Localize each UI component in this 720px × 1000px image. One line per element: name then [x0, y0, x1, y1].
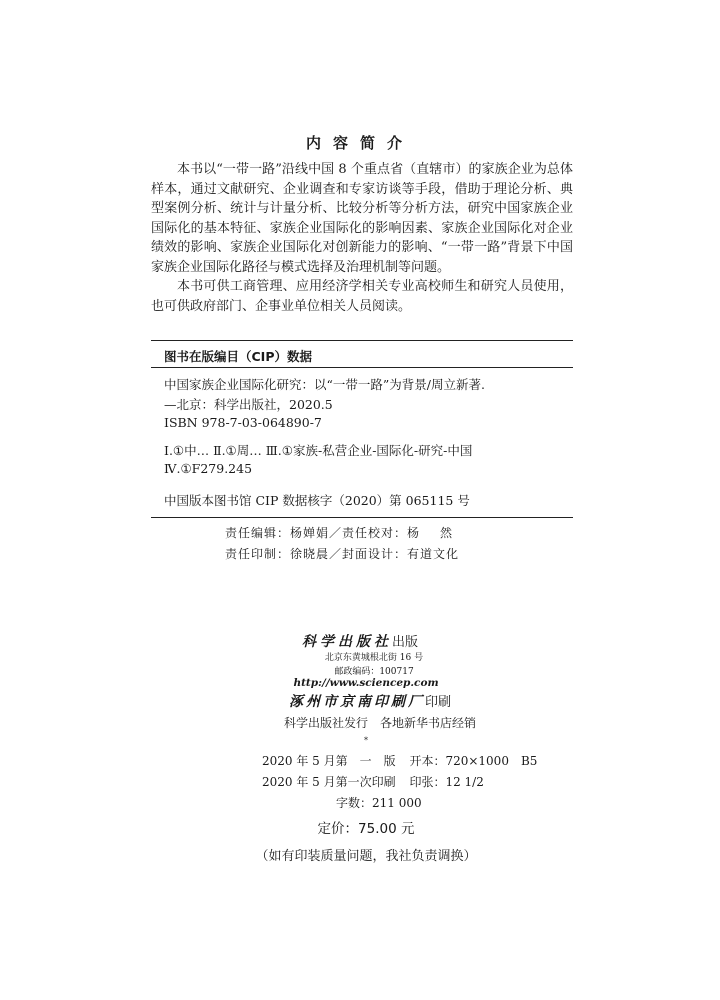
- section-separator: *: [364, 736, 368, 745]
- publisher-line: [0, 631, 720, 651]
- printing-date: 2020 年 5 月第一次印刷: [262, 775, 396, 789]
- quality-notice: （如有印装质量问题，我社负责调换）: [255, 849, 477, 864]
- credits-line-editors: [225, 524, 453, 541]
- printer-name: 涿州市京南印刷厂: [288, 694, 425, 710]
- printer-line: [10, 691, 720, 711]
- credits-line-production: 责任印制：徐晓晨／封面设计：有道文化: [225, 547, 460, 561]
- credits-editors-label: 责任编辑：杨婵娟／责任校对：杨: [225, 526, 421, 540]
- edition-line: [262, 752, 537, 769]
- publisher-suffix: 出版: [391, 635, 418, 650]
- publisher-logo-text: 科学出版社: [301, 634, 392, 650]
- publisher-address: 北京东黄城根北街 16 号: [324, 653, 424, 663]
- edition-date: 2020 年 5 月第 一 版: [262, 754, 396, 768]
- cip-block: [151, 340, 573, 518]
- cip-title: 图书在版编目（CIP）数据: [164, 349, 312, 364]
- summary-paragraph-2: 本书可供工商管理、应用经济学相关专业高校师生和研究人员使用，也可供政府部门、企事业单位相关人员阅读。: [151, 279, 573, 314]
- printer-suffix: 印刷: [424, 695, 451, 710]
- cip-publisher-line: —北京：科学出版社，2020.5: [164, 397, 333, 412]
- cip-title-line: 中国家族企业国际化研究：以“一带一路”为背景/周立新著.: [164, 377, 485, 392]
- cip-classification-line: Ⅳ.①F279.245: [164, 461, 253, 476]
- printing-line: [262, 773, 484, 790]
- cip-subject-line: Ⅰ.①中… Ⅱ.①周… Ⅲ.①家族-私营企业-国际化-研究-中国: [164, 443, 473, 458]
- page-heading: 内容简介: [305, 134, 414, 152]
- printed-sheets: 印张：12 1/2: [409, 775, 484, 789]
- cip-isbn-line: ISBN 978-7-03-064890-7: [164, 415, 322, 430]
- publisher-url: http://www.sciencep.com: [293, 677, 439, 689]
- cip-record-number: 中国版本图书馆 CIP 数据核字（2020）第 065115 号: [164, 493, 470, 508]
- credits-editors-tail: 然: [440, 526, 454, 540]
- price-label: 定价：75.00 元: [317, 821, 415, 837]
- publisher-postcode: 邮政编码：100717: [334, 667, 414, 677]
- format-size: 开本：720×1000 B5: [409, 754, 538, 768]
- summary-section: [151, 160, 573, 316]
- cip-divider: [151, 367, 573, 368]
- word-count: 字数：211 000: [336, 796, 422, 810]
- summary-paragraph-1: 本书以“一带一路”沿线中国 8 个重点省（直辖市）的家族企业为总体样本，通过文献研究、企业调查和专家访谈等手段，借助于理论分析、典型案例分析、统计与计量分析、比较分析等分析方法，研究中国家族企业国际化的基本特征、家族企业国际化的影响因素、家族企业国际化对企业绩效的影响、家族企业国际化对创新能力的影响、“一带一路”背景下中国家族企业国际化路径与模式选择及治理机制等问题。: [151, 162, 573, 275]
- distribution-line: 科学出版社发行 各地新华书店经销: [283, 716, 476, 730]
